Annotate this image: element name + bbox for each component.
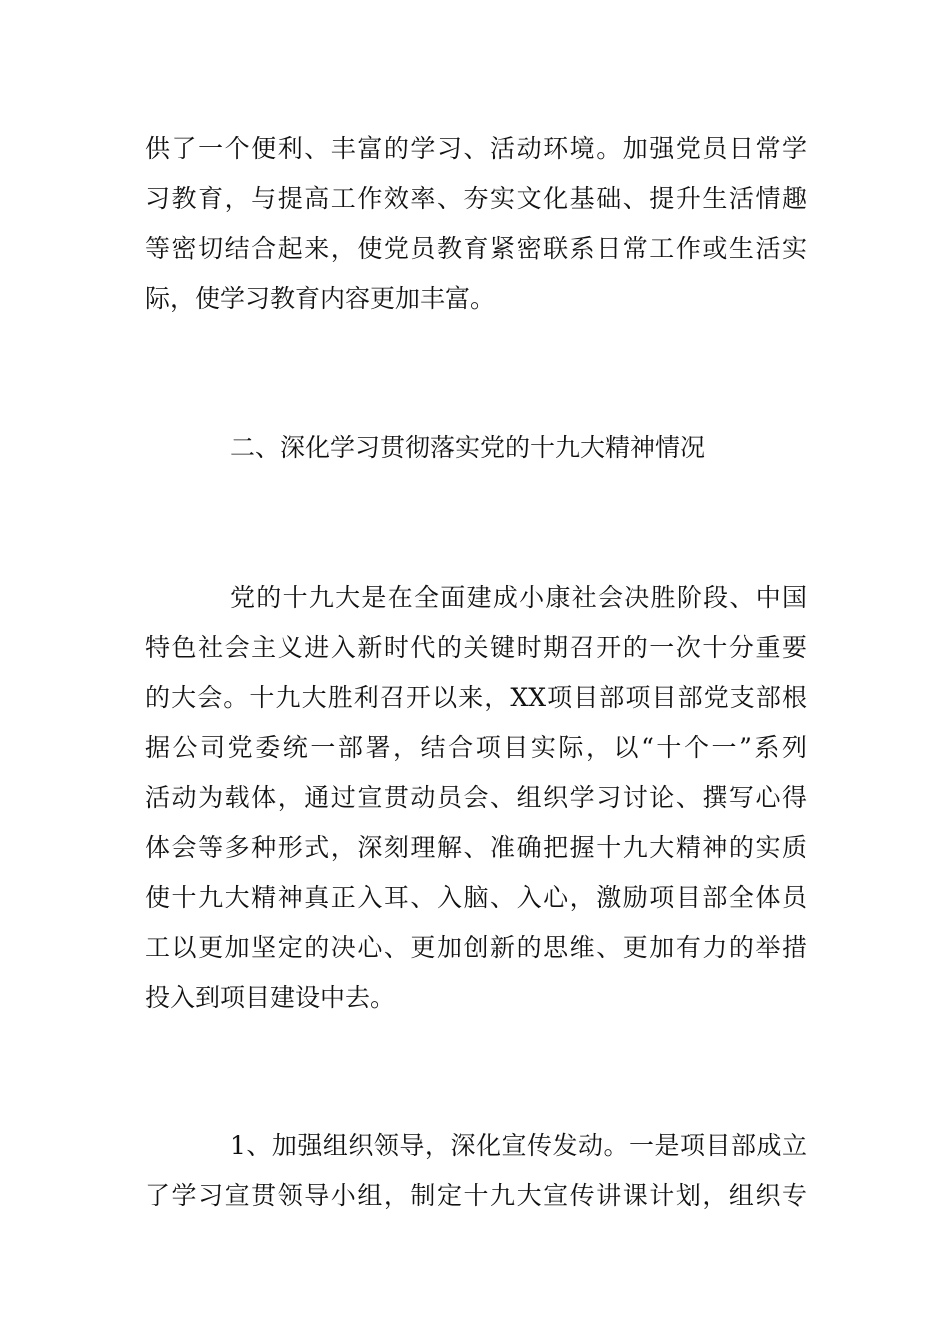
text-line: 党的十九大是在全面建成小康社会决胜阶段、中国 xyxy=(230,583,807,612)
text-line: 活动为载体，通过宣贯动员会、组织学习讨论、撰写心得 xyxy=(145,783,807,812)
text-line: 据公司党委统一部署，结合项目实际，以“十个一”系列 xyxy=(145,733,807,762)
text-line: 的大会。十九大胜利召开以来，XX项目部项目部党支部根 xyxy=(145,683,807,712)
text-line: 特色社会主义进入新时代的关键时期召开的一次十分重要 xyxy=(145,633,807,662)
paragraph-organization-leadership xyxy=(145,1121,807,1221)
text-line: 供了一个便利、丰富的学习、活动环境。加强党员日常学 xyxy=(145,134,807,163)
text-line: 际，使学习教育内容更加丰富。 xyxy=(145,284,496,313)
text-line: 1、加强组织领导，深化宣传发动。一是项目部成立 xyxy=(230,1131,807,1160)
text-line: 等密切结合起来，使党员教育紧密联系日常工作或生活实 xyxy=(145,234,807,263)
text-line: 工以更加坚定的决心、更加创新的思维、更加有力的举措 xyxy=(145,933,807,962)
paragraph-nineteenth-congress xyxy=(145,573,807,1023)
section-heading: 二、深化学习贯彻落实党的十九大精神情况 xyxy=(230,433,706,462)
text-line: 投入到项目建设中去。 xyxy=(145,983,396,1012)
paragraph-learning-environment xyxy=(145,124,807,324)
text-line: 习教育，与提高工作效率、夯实文化基础、提升生活情趣 xyxy=(145,184,807,213)
text-line: 了学习宣贯领导小组，制定十九大宣传讲课计划，组织专 xyxy=(145,1181,807,1210)
text-line: 体会等多种形式，深刻理解、准确把握十九大精神的实质 xyxy=(145,833,807,862)
text-line: 使十九大精神真正入耳、入脑、入心，激励项目部全体员 xyxy=(145,883,807,912)
